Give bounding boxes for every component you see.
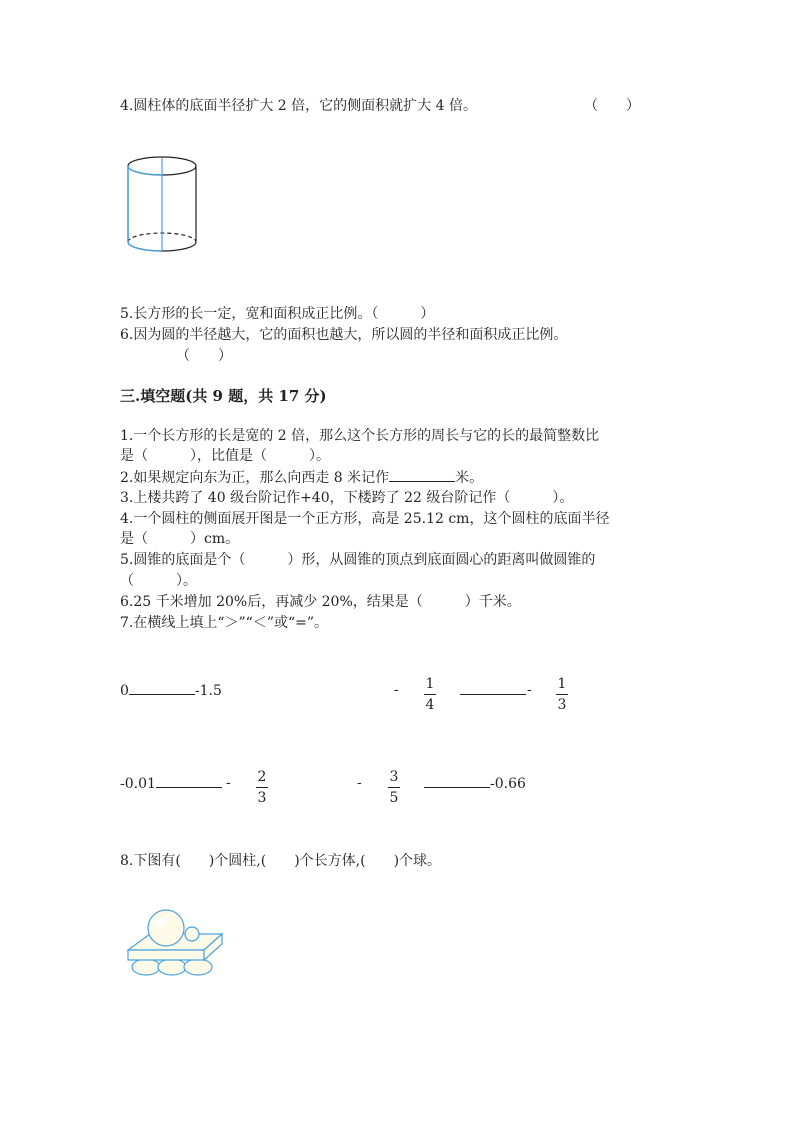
compare4-blank[interactable] xyxy=(424,773,490,788)
fraction-denominator: 3 xyxy=(557,697,567,713)
cylinder-figure xyxy=(120,150,204,262)
compare1-right: -1.5 xyxy=(194,683,222,699)
compare1 xyxy=(120,680,222,701)
compare1-blank[interactable] xyxy=(129,680,195,695)
fill-q1-line2: 是（ ），比值是（ ）。 xyxy=(120,448,330,464)
fill-q3: 3.上楼共跨了 40 级台阶记作+40，下楼跨了 22 级台阶记作（ ）。 xyxy=(120,490,574,506)
compare1-left: 0 xyxy=(120,683,129,699)
compare3 xyxy=(120,773,222,794)
compare2-minus2: - xyxy=(527,682,532,698)
fill-q6: 6.25 千米增加 20%后，再减少 20%，结果是（ ）千米。 xyxy=(120,594,521,610)
compare2-fraction1 xyxy=(419,676,441,713)
fill-q1-line1: 1.一个长方形的长是宽的 2 倍，那么这个长方形的周长与它的长的最简整数比 xyxy=(120,428,600,444)
compare4-minus: - xyxy=(357,775,362,791)
fraction-numerator: 3 xyxy=(389,769,399,785)
compare2-blank[interactable] xyxy=(460,680,526,695)
judgement-q4: 4.圆柱体的底面半径扩大 2 倍，它的侧面积就扩大 4 倍。 xyxy=(120,98,477,114)
fraction-denominator: 3 xyxy=(257,790,267,806)
compare2-fraction2 xyxy=(551,676,573,713)
fraction-numerator: 1 xyxy=(425,676,435,692)
compare4-fraction xyxy=(383,769,405,806)
fill-q2-unit: 米。 xyxy=(455,470,484,486)
solids-figure xyxy=(124,906,228,980)
compare2-minus1: - xyxy=(394,682,399,698)
judgement-q6-answer-paren[interactable]: （ ） xyxy=(176,348,232,364)
fill-q4-line1: 4.一个圆柱的侧面展开图是一个正方形，高是 25.12 cm，这个圆柱的底面半径 xyxy=(120,511,610,527)
compare2-blank-wrap xyxy=(460,680,526,701)
fill-q8: 8.下图有( )个圆柱,( )个长方体,( )个球。 xyxy=(120,853,442,869)
fill-q7: 7.在横线上填上“＞”“＜”或“=”。 xyxy=(120,615,329,631)
judgement-q5: 5.长方形的长一定，宽和面积成正比例。（ ） xyxy=(120,306,435,322)
compare3-left: -0.01 xyxy=(120,776,156,792)
fraction-denominator: 5 xyxy=(389,790,399,806)
fraction-numerator: 2 xyxy=(257,769,267,785)
compare4-right: -0.66 xyxy=(490,776,526,792)
judgement-q4-answer-paren[interactable]: （ ） xyxy=(584,98,640,114)
compare4 xyxy=(424,773,526,794)
compare3-fraction xyxy=(251,769,273,806)
fill-q5-line1: 5.圆锥的底面是个（ ）形，从圆锥的顶点到底面圆心的距离叫做圆锥的 xyxy=(120,552,596,568)
fill-q5-line2: （ ）。 xyxy=(120,573,197,589)
fill-q4-line2: 是（ ）cm。 xyxy=(120,531,240,547)
compare3-blank[interactable] xyxy=(156,773,222,788)
fill-q2-blank[interactable] xyxy=(389,467,455,482)
judgement-q6-line1: 6.因为圆的半径越大，它的面积也越大，所以圆的半径和面积成正比例。 xyxy=(120,327,568,343)
fraction-numerator: 1 xyxy=(557,676,567,692)
compare3-minus: - xyxy=(226,775,231,791)
fill-q2 xyxy=(120,467,483,488)
fill-q2-text: 2.如果规定向东为正，那么向西走 8 米记作 xyxy=(120,470,390,486)
section-title: 三.填空题(共 9 题，共 17 分) xyxy=(120,387,327,405)
fraction-denominator: 4 xyxy=(425,697,435,713)
